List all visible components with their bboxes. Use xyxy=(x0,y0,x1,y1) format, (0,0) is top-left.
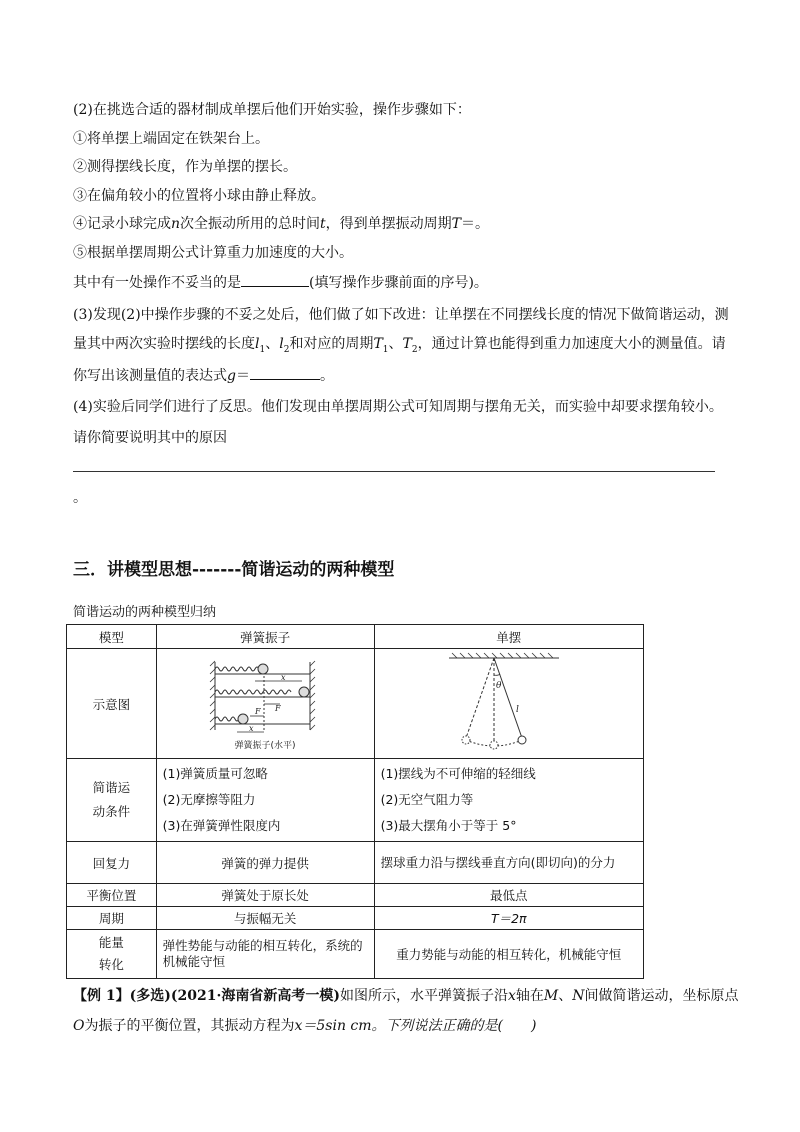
label-F-1: F xyxy=(275,704,281,713)
spring-oscillator-diagram xyxy=(165,652,365,752)
pendulum-diagram-cell xyxy=(374,649,643,759)
table-row-energy xyxy=(67,930,644,979)
answer-blank-g[interactable] xyxy=(250,365,320,380)
step-2: ②测得摆线长度，作为单摆的摆长。 xyxy=(73,159,297,175)
restore-spring: 弹簧的弹力提供 xyxy=(156,842,374,884)
label-energy: 能量 转化 xyxy=(67,930,157,979)
spring-diagram-cell xyxy=(156,649,374,759)
section-title: 三．讲模型思想-------简谐运动的两种模型 xyxy=(73,560,395,580)
pendulum-ball-right xyxy=(518,736,526,744)
label-x-1: x xyxy=(281,673,286,682)
step-intro: (2)在挑选合适的器材制成单摆后他们开始实验，操作步骤如下： xyxy=(73,102,471,118)
period-pendulum: T＝2π xyxy=(374,907,643,930)
label-equilibrium: 平衡位置 xyxy=(67,884,157,907)
step-3: ③在偏角较小的位置将小球由静止释放。 xyxy=(73,188,325,204)
question-3-line-2: 量其中两次实验时摆线的长度$l_1$、$l_2$和对应的周期$T_1$、$T_2$，通过计算也能得到重力加速度大小的测量值。请 xyxy=(73,336,726,355)
equil-spring: 弹簧处于原长处 xyxy=(156,884,374,907)
table-caption: 简谐运动的两种模型归纳 xyxy=(73,605,217,620)
pendulum-diagram xyxy=(434,650,584,755)
spring-ball-2 xyxy=(299,687,309,697)
table-row-equilibrium xyxy=(67,884,644,907)
pendulum-conditions: (1)摆线为不可伸缩的轻细线 (2)无空气阻力等 (3)最大摆角小于等于 5° xyxy=(374,759,643,842)
spring-caption: 弹簧振子(水平) xyxy=(234,741,296,751)
pendulum-ball-bottom xyxy=(490,741,498,749)
question-3-line-1: (3)发现(2)中操作步骤的不妥之处后，他们做了如下改进：让单摆在不同摆线长度的情况下做简谐运动，测 xyxy=(73,307,729,323)
question-4-line-1: (4)实验后同学们进行了反思。他们发现由单摆周期公式可知周期与摆角无关，而实验中却要求摆角较小。 xyxy=(73,399,723,415)
spring-ball-1 xyxy=(258,664,268,674)
step-5: ⑤根据单摆周期公式计算重力加速度的大小。 xyxy=(73,245,353,261)
question-4-line-2: 请你简要说明其中的原因 xyxy=(73,430,227,446)
label-F-2: F xyxy=(255,707,261,716)
spring-conditions: (1)弹簧质量可忽略 (2)无摩擦等阻力 (3)在弹簧弹性限度内 xyxy=(156,759,374,842)
table-row-conditions xyxy=(67,759,644,842)
label-restoring: 回复力 xyxy=(67,842,157,884)
label-x-2: x xyxy=(249,724,254,733)
step-1: ①将单摆上端固定在铁架台上。 xyxy=(73,131,269,147)
example-tag: 【例 1】(多选)(2021·海南省新高考一模) xyxy=(73,988,340,1004)
answer-line[interactable] xyxy=(73,471,715,472)
header-model: 模型 xyxy=(67,625,157,649)
table-header-row xyxy=(67,625,644,649)
example-line-2: O为振子的平衡位置，其振动方程为x＝5sin cm。下列说法正确的是( ) xyxy=(73,1018,537,1034)
table-row-diagram xyxy=(67,649,644,759)
label-diagram: 示意图 xyxy=(67,649,157,759)
question-improper: 其中有一处操作不妥当的是 (填写操作步骤前面的序号)。 xyxy=(73,272,488,293)
header-spring: 弹簧振子 xyxy=(156,625,374,649)
table-row-period xyxy=(67,907,644,930)
model-table xyxy=(66,624,644,979)
equil-pendulum: 最低点 xyxy=(374,884,643,907)
restore-pendulum: 摆球重力沿与摆线垂直方向(即切向)的分力 xyxy=(374,842,643,884)
example-line-1: 【例 1】(多选)(2021·海南省新高考一模)如图所示，水平弹簧振子沿x轴在M、N间做简谐运动，坐标原点 xyxy=(73,988,739,1004)
label-l: l xyxy=(515,704,519,715)
label-theta: θ xyxy=(495,680,502,691)
question-3-line-3: 你写出该测量值的表达式g＝ 。 xyxy=(73,365,334,386)
step-4: ④记录小球完成n次全振动所用的总时间t，得到单摆振动周期T＝。 xyxy=(73,216,490,232)
energy-spring: 弹性势能与动能的相互转化，系统的机械能守恒 xyxy=(156,930,374,979)
spring-ball-3 xyxy=(238,714,248,724)
answer-blank[interactable] xyxy=(241,272,309,287)
header-pendulum: 单摆 xyxy=(374,625,643,649)
period-spring: 与振幅无关 xyxy=(156,907,374,930)
answer-end-mark: 。 xyxy=(73,490,87,506)
label-conditions: 简谐运 动条件 xyxy=(67,759,157,842)
table-row-restoring-force xyxy=(67,842,644,884)
pendulum-ball-left xyxy=(462,736,470,744)
energy-pendulum: 重力势能与动能的相互转化，机械能守恒 xyxy=(374,930,643,979)
label-period: 周期 xyxy=(67,907,157,930)
